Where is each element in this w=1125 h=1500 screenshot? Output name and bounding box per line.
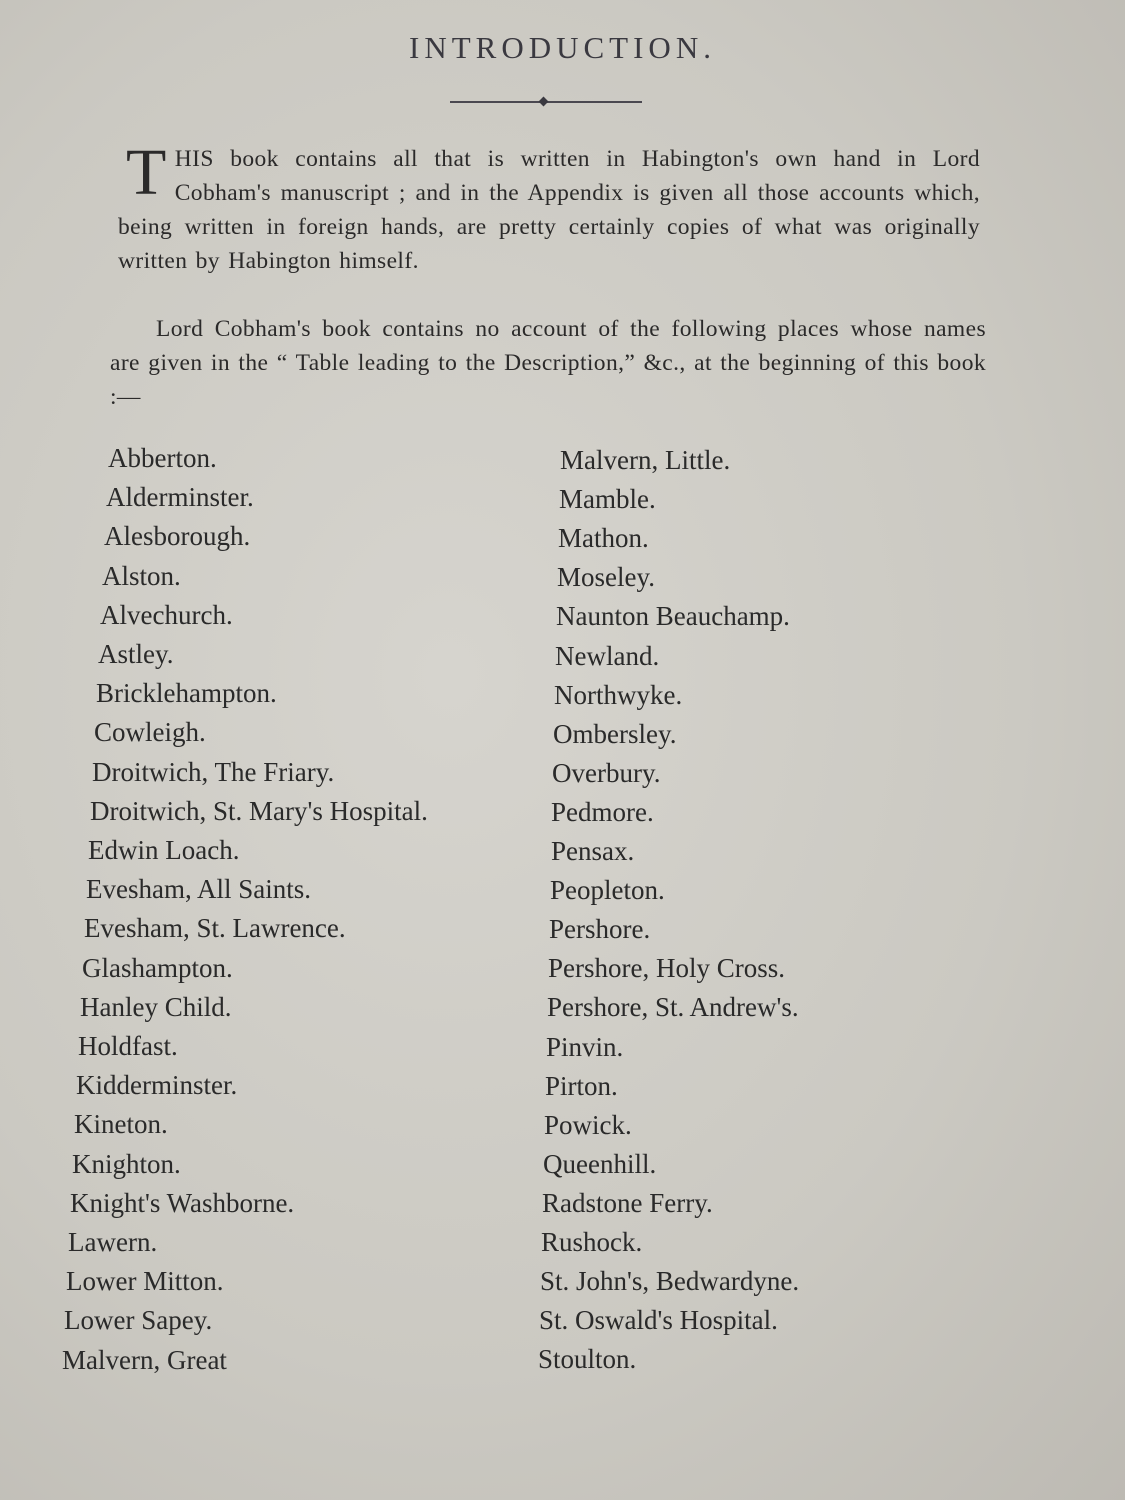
place-item: Malvern, Little. [560,445,731,475]
place-item: Kidderminster. [76,1070,238,1100]
place-item: Moseley. [557,562,655,592]
intro-paragraph-2: Lord Cobham's book contains no account of the following places whose names are given in the “ Table leading to the Description,” &c., at the beginning of this book :— [110,316,986,410]
place-item: Pinvin. [546,1032,624,1062]
place-item: Powick. [544,1110,632,1140]
place-item: Evesham, St. Lawrence. [84,913,346,943]
place-item: Astley. [98,639,174,669]
place-item: Queenhill. [543,1149,657,1179]
place-item: Alvechurch. [100,600,233,630]
place-item: Malvern, Great [62,1345,227,1375]
place-item: Pershore, St. Andrew's. [547,992,799,1022]
place-item: Alderminster. [106,482,254,512]
place-item: Naunton Beauchamp. [556,601,790,631]
place-item: Newland. [555,641,660,671]
rule-diamond-ornament [539,97,549,107]
place-item: Radstone Ferry. [542,1188,713,1218]
place-item: Lawern. [68,1227,158,1257]
intro-paragraph-1-text: HIS book contains all that is written in Habington's own hand in Lord Cobham's manuscript ; and in the Appendix is given all those accounts which, being written in foreign hands, are pretty certainly copies of what was originally written by Habington himself. [118,146,980,274]
drop-cap: T [126,136,167,209]
place-item: Pedmore. [551,797,654,827]
place-item: Holdfast. [78,1031,178,1061]
place-item: Alston. [102,561,181,591]
place-item: Alesborough. [104,521,251,551]
place-item: Northwyke. [554,680,683,710]
place-item: Rushock. [541,1227,643,1257]
place-item: Knight's Washborne. [70,1188,295,1218]
place-item: Pensax. [551,836,635,866]
place-item: Droitwich, The Friary. [92,757,335,787]
page-title: INTRODUCTION. [409,30,716,65]
place-item: Pirton. [545,1071,618,1101]
place-item: Peopleton. [550,875,665,905]
place-item: Ombersley. [553,719,677,749]
place-item: Stoulton. [538,1344,637,1374]
place-item: Evesham, All Saints. [86,874,311,904]
place-item: Overbury. [552,758,661,788]
place-item: Edwin Loach. [88,835,240,865]
place-item: Lower Sapey. [64,1305,213,1335]
intro-paragraph-1 [118,136,980,278]
place-item: St. Oswald's Hospital. [539,1305,778,1335]
place-item: Mathon. [558,523,649,553]
place-item: Knighton. [72,1149,181,1179]
place-item: Hanley Child. [80,992,232,1022]
place-item: Droitwich, St. Mary's Hospital. [90,796,428,826]
place-item: Lower Mitton. [66,1266,224,1296]
place-item: Mamble. [559,484,656,514]
place-item: Cowleigh. [94,717,206,747]
place-item: Pershore, Holy Cross. [548,953,785,983]
place-item: Bricklehampton. [96,678,277,708]
place-item: St. John's, Bedwardyne. [540,1266,800,1296]
place-item: Glashampton. [82,953,233,983]
place-item: Pershore. [549,914,651,944]
place-item: Abberton. [108,443,217,473]
place-item: Kineton. [74,1109,168,1139]
